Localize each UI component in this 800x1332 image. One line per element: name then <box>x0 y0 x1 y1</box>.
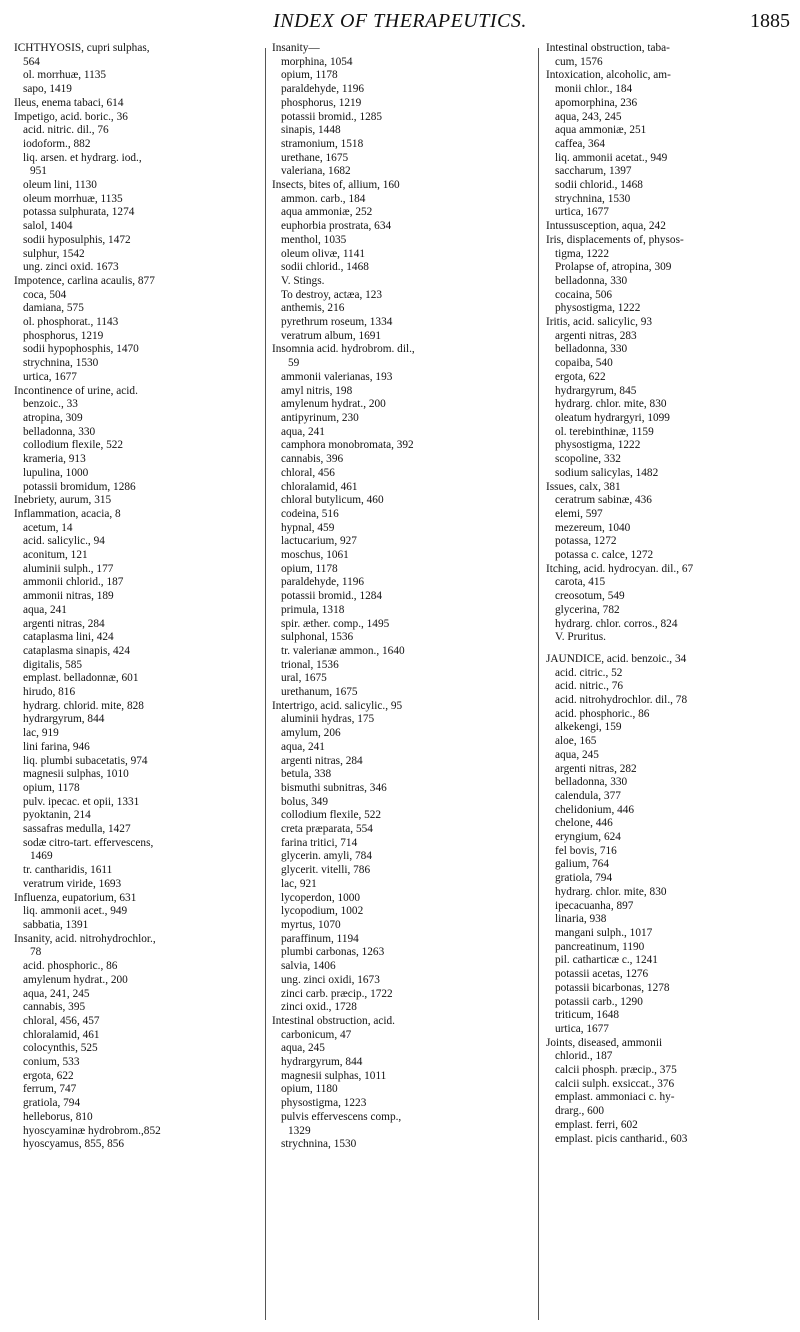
index-entry-line: physostigma, 1223 <box>281 1097 367 1110</box>
index-entry-line: magnesii sulphas, 1011 <box>281 1069 387 1082</box>
index-entry-line: potassii bromid., 1285 <box>281 110 383 123</box>
index-entry-line: strychnina, 1530 <box>281 1138 357 1151</box>
index-entry-line: pulvis effervescens comp., <box>281 1110 402 1123</box>
index-entry-line: argenti nitras, 284 <box>23 617 105 630</box>
index-entry-line: chloralamid, 461 <box>23 1028 100 1041</box>
index-entry-line: 564 <box>23 55 40 68</box>
index-entry-line: valeriana, 1682 <box>281 165 351 178</box>
index-entry-line: potassa, 1272 <box>555 535 617 548</box>
index-entry-line: argenti nitras, 284 <box>281 754 363 767</box>
index-entry-line: pyoktanin, 214 <box>23 809 91 822</box>
index-entry-heading: Insects, bites of, allium, 160 <box>272 179 400 192</box>
index-entry-line: cocaina, 506 <box>555 288 613 301</box>
index-entry-line: urtica, 1677 <box>555 206 609 219</box>
index-entry-line: potassii carb., 1290 <box>555 995 643 1008</box>
index-entry-line: aqua, 241 <box>281 740 325 753</box>
index-entry-line: paraldehyde, 1196 <box>281 576 365 589</box>
index-entry-line: acid. salicylic., 94 <box>23 535 105 548</box>
index-entry-line: gratiola, 794 <box>555 872 613 885</box>
index-entry-line: ammon. carb., 184 <box>281 192 366 205</box>
section-gap <box>546 645 794 653</box>
index-entry-line: acid. phosphoric., 86 <box>23 960 118 973</box>
index-column-2 <box>266 42 526 1322</box>
index-entry-heading: Inflammation, acacia, 8 <box>14 507 121 520</box>
index-entry-line: aqua, 245 <box>281 1042 325 1055</box>
index-entry-line: menthol, 1035 <box>281 233 347 246</box>
index-entry-line: hydrargyrum, 844 <box>281 1056 363 1069</box>
index-columns <box>0 42 800 1322</box>
index-entry-line: veratrum album, 1691 <box>281 329 382 342</box>
index-entry-line: oleum morrhuæ, 1135 <box>23 192 123 205</box>
index-entry-line: aqua ammoniæ, 251 <box>555 124 647 137</box>
index-entry-line: zinci oxid., 1728 <box>281 1001 357 1014</box>
index-entry-line: triticum, 1648 <box>555 1009 620 1022</box>
index-entry-line: chelone, 446 <box>555 817 613 830</box>
index-entry-line: opium, 1180 <box>281 1083 338 1096</box>
index-entry-line: collodium flexile, 522 <box>23 439 124 452</box>
index-entry-line: veratrum viride, 1693 <box>23 877 122 890</box>
index-entry-line: mangani sulph., 1017 <box>555 927 653 939</box>
index-entry-line: antipyrinum, 230 <box>281 411 359 424</box>
index-entry-line: emplast. ferri, 602 <box>555 1118 638 1131</box>
index-entry-line: carbonicum, 47 <box>281 1028 352 1041</box>
index-entry-heading: Incontinence of urine, acid. <box>14 384 138 397</box>
index-entry-line: liq. plumbi subacetatis, 974 <box>23 754 148 767</box>
index-entry-line: opium, 1178 <box>23 781 80 794</box>
index-entry-line: ung. zinci oxid. 1673 <box>23 261 119 274</box>
index-entry-line: sodæ citro-tart. effervescens, <box>23 836 154 849</box>
index-entry-line: aqua, 241 <box>281 425 325 438</box>
index-entry-line: potassii bromidum, 1286 <box>23 480 136 493</box>
index-entry-line: hydrargyrum, 845 <box>555 384 637 397</box>
index-entry-line: amylum, 206 <box>281 727 341 740</box>
index-entry-line: ergota, 622 <box>555 370 606 383</box>
index-entry-line: hydrarg. chlor. mite, 830 <box>555 885 667 898</box>
index-entry-line: sassafras medulla, 1427 <box>23 823 131 836</box>
index-entry-line: calendula, 377 <box>555 789 621 802</box>
index-entry-line: 951 <box>30 165 47 178</box>
index-entry-line: To destroy, actæa, 123 <box>281 288 383 301</box>
index-entry-line: sulphonal, 1536 <box>281 631 354 644</box>
index-entry-line: mezereum, 1040 <box>555 521 631 534</box>
index-entry-line: sodii chlorid., 1468 <box>555 179 643 192</box>
index-entry-line: tr. cantharidis, 1611 <box>23 864 113 877</box>
index-entry-line: betula, 338 <box>281 768 332 781</box>
index-entry-line: urtica, 1677 <box>555 1022 609 1035</box>
index-entry-line: creosotum, 549 <box>555 590 625 603</box>
index-entry-line: sulphur, 1542 <box>23 247 85 260</box>
index-entry-line: aqua, 241 <box>23 603 67 616</box>
index-entry-line: 1469 <box>30 850 53 863</box>
index-entry-line: pulv. ipecac. et opii, 1331 <box>23 795 140 808</box>
index-entry-line: urethane, 1675 <box>281 151 349 164</box>
index-entry-heading: Ileus, enema tabaci, 614 <box>14 96 124 109</box>
index-entry-line: sabbatia, 1391 <box>23 919 89 931</box>
index-entry-line: aqua, 245 <box>555 748 599 761</box>
index-entry-line: primula, 1318 <box>281 603 345 616</box>
index-entry-line: stramonium, 1518 <box>281 137 364 150</box>
index-entry-line: cannabis, 395 <box>23 1001 86 1014</box>
index-entry-heading: Impetigo, acid. boric., 36 <box>14 110 128 123</box>
index-entry-heading: Iris, displacements of, physos- <box>546 233 684 246</box>
index-entry-line: helleborus, 810 <box>23 1110 93 1123</box>
index-entry-line: argenti nitras, 282 <box>555 762 637 775</box>
index-entry-line: linaria, 938 <box>555 913 607 926</box>
index-entry-line: acid. nitric., 76 <box>555 680 624 693</box>
index-entry-line: chloral, 456, 457 <box>23 1014 100 1027</box>
index-entry-line: caffea, 364 <box>555 137 605 150</box>
index-entry-line: emplast. picis cantharid., 603 <box>555 1132 688 1145</box>
index-entry-heading: Issues, calx, 381 <box>546 480 621 493</box>
index-entry-line: ceratrum sabinæ, 436 <box>555 494 652 507</box>
index-entry-line: gratiola, 794 <box>23 1097 81 1110</box>
index-entry-line: damiana, 575 <box>23 302 84 315</box>
index-entry-line: liq. ammonii acet., 949 <box>23 905 128 918</box>
index-entry-line: physostigma, 1222 <box>555 302 641 315</box>
index-entry-line: hyoscyamus, 855, 856 <box>23 1138 125 1151</box>
index-entry-line: amylenum hydrat., 200 <box>281 398 386 411</box>
index-entry-line: anthemis, 216 <box>281 302 345 315</box>
index-entry-line: fel bovis, 716 <box>555 844 617 857</box>
index-entry-line: copaiba, 540 <box>555 357 613 370</box>
index-entry-line: acid. nitrohydrochlor. dil., 78 <box>555 694 688 707</box>
index-entry-line: strychnina, 1530 <box>23 357 99 370</box>
index-entry-line: aloe, 165 <box>555 735 597 748</box>
index-entry-line: tigma, 1222 <box>555 247 609 260</box>
index-entry-line: acetum, 14 <box>23 521 73 534</box>
index-entry-line: bolus, 349 <box>281 795 329 808</box>
index-entry-line: lycopodium, 1002 <box>281 905 364 918</box>
index-entry-line: morphina, 1054 <box>281 55 353 68</box>
index-entry-line: pyrethrum roseum, 1334 <box>281 316 393 329</box>
index-entry-heading: Impotence, carlina acaulis, 877 <box>14 274 155 287</box>
index-entry-line: 78 <box>30 946 42 959</box>
index-entry-line: carota, 415 <box>555 576 606 589</box>
index-entry-line: monii chlor., 184 <box>555 83 633 96</box>
index-entry-heading: Insomnia acid. hydrobrom. dil., <box>272 343 415 356</box>
index-entry-line: elemi, 597 <box>555 507 603 520</box>
index-entry-line: 1329 <box>288 1124 311 1137</box>
index-entry-line: ural, 1675 <box>281 672 327 685</box>
index-entry-line: ergota, 622 <box>23 1069 74 1082</box>
index-entry-line: sodii chlorid., 1468 <box>281 261 369 274</box>
index-entry-line: farina tritici, 714 <box>281 836 358 849</box>
index-entry-line: acid. citric., 52 <box>555 666 623 679</box>
index-entry-line: V. Stings. <box>281 274 325 287</box>
index-entry-line: moschus, 1061 <box>281 549 349 562</box>
index-entry-line: chlorid., 187 <box>555 1050 613 1063</box>
index-entry-line: conium, 533 <box>23 1056 80 1069</box>
index-entry-heading: Intestinal obstruction, taba- <box>546 42 670 54</box>
index-entry-line: aqua ammoniæ, 252 <box>281 206 373 219</box>
index-entry-heading: Intertrigo, acid. salicylic., 95 <box>272 699 403 712</box>
index-entry-line: ammonii chlorid., 187 <box>23 576 124 589</box>
index-entry-line: ol. terebinthinæ, 1159 <box>555 425 654 438</box>
index-entry-line: alkekengi, 159 <box>555 721 622 734</box>
index-entry-line: liq. ammonii acetat., 949 <box>555 151 668 164</box>
index-entry-line: coca, 504 <box>23 288 67 301</box>
index-entry-line: potassii bicarbonas, 1278 <box>555 981 670 994</box>
index-entry-heading: Joints, diseased, ammonii <box>546 1036 663 1049</box>
index-entry-line: hydrarg. chlor. corros., 824 <box>555 617 678 630</box>
index-entry-line: sodii hyposulphis, 1472 <box>23 233 131 246</box>
index-entry-line: amylenum hydrat., 200 <box>23 973 128 986</box>
index-entry-line: lini farina, 946 <box>23 740 90 753</box>
index-entry-line: magnesii sulphas, 1010 <box>23 768 129 781</box>
index-entry-line: apomorphina, 236 <box>555 96 638 109</box>
index-entry-line: glycerin. amyli, 784 <box>281 850 372 863</box>
index-entry-line: pil. catharticæ c., 1241 <box>555 954 658 967</box>
index-entry-line: strychnina, 1530 <box>555 192 631 205</box>
index-entry-line: potassa c. calce, 1272 <box>555 549 654 562</box>
index-entry-line: sodium salicylas, 1482 <box>555 466 659 479</box>
index-entry-line: spir. æther. comp., 1495 <box>281 617 390 630</box>
index-entry-line: sodii hypophosphis, 1470 <box>23 343 139 356</box>
index-entry-line: phosphorus, 1219 <box>281 96 362 109</box>
index-entry-line: calcii phosph. præcip., 375 <box>555 1064 677 1077</box>
index-entry-line: paraldehyde, 1196 <box>281 83 365 96</box>
index-entry-line: potassii bromid., 1284 <box>281 590 383 603</box>
index-entry-line: drarg., 600 <box>555 1105 605 1118</box>
index-entry-line: belladonna, 330 <box>555 343 628 356</box>
index-entry-line: lac, 921 <box>281 877 317 890</box>
index-entry-line: hydrargyrum, 844 <box>23 713 105 726</box>
index-entry-line: belladonna, 330 <box>555 274 628 287</box>
index-entry-line: myrtus, 1070 <box>281 919 341 931</box>
index-entry-heading: Iritis, acid. salicylic, 93 <box>546 316 653 329</box>
index-entry-line: aluminii hydras, 175 <box>281 713 375 726</box>
index-entry-line: cataplasma lini, 424 <box>23 631 114 644</box>
index-entry-line: lactucarium, 927 <box>281 535 357 548</box>
index-entry-line: oleum lini, 1130 <box>23 179 97 192</box>
index-entry-line: urethanum, 1675 <box>281 686 358 699</box>
index-entry-line: physostigma, 1222 <box>555 439 641 452</box>
index-entry-heading: Itching, acid. hydrocyan. dil., 67 <box>546 562 694 575</box>
index-entry-line: acid. nitric. dil., 76 <box>23 124 109 137</box>
index-entry-line: saccharum, 1397 <box>555 165 632 178</box>
index-column-1 <box>8 42 266 1322</box>
index-entry-line: zinci carb. præcip., 1722 <box>281 987 393 1000</box>
index-column-3 <box>540 42 798 1322</box>
index-entry-line: glycerit. vitelli, 786 <box>281 864 371 877</box>
index-entry-line: potassa sulphurata, 1274 <box>23 206 135 219</box>
index-entry-line: V. Pruritus. <box>555 631 606 644</box>
index-entry-line: aconitum, 121 <box>23 549 88 562</box>
index-entry-line: codeina, 516 <box>281 507 339 520</box>
index-entry-line: camphora monobromata, 392 <box>281 439 414 452</box>
index-entry-line: sapo, 1419 <box>23 83 72 96</box>
index-entry-line: oleatum hydrargyri, 1099 <box>555 411 670 424</box>
index-entry-line: hyoscyaminæ hydrobrom.,852 <box>23 1124 161 1137</box>
index-entry-line: tr. valerianæ ammon., 1640 <box>281 644 405 657</box>
index-entry-line: potassii acetas, 1276 <box>555 968 649 981</box>
index-entry-line: paraffinum, 1194 <box>281 932 359 945</box>
index-entry-line: oleum olivæ, 1141 <box>281 247 365 260</box>
index-entry-line: plumbi carbonas, 1263 <box>281 946 385 959</box>
index-entry-line: eryngium, 624 <box>555 831 621 844</box>
index-entry-line: acid. phosphoric., 86 <box>555 707 650 720</box>
index-entry-line: emplast. belladonnæ, 601 <box>23 672 139 685</box>
index-entry-line: emplast. ammoniaci c. hy- <box>555 1091 675 1104</box>
index-entry-line: collodium flexile, 522 <box>281 809 382 822</box>
index-entry-line: lac, 919 <box>23 727 59 740</box>
index-entry-line: hirudo, 816 <box>23 686 76 699</box>
index-entry-heading: JAUNDICE, acid. benzoic., 34 <box>546 652 687 665</box>
index-entry-line: chloral butylicum, 460 <box>281 494 384 507</box>
index-entry-line: urtica, 1677 <box>23 370 77 383</box>
index-entry-line: aqua, 241, 245 <box>23 987 90 1000</box>
index-entry-line: glycerina, 782 <box>555 603 620 616</box>
index-entry-line: belladonna, 330 <box>23 425 96 438</box>
index-entry-line: atropina, 309 <box>23 411 83 424</box>
index-entry-line: aluminii sulph., 177 <box>23 562 114 575</box>
index-entry-line: hydrarg. chlor. mite, 830 <box>555 398 667 411</box>
index-entry-line: lupulina, 1000 <box>23 466 89 479</box>
index-entry-line: ferrum, 747 <box>23 1083 77 1096</box>
index-entry-line: chelidonium, 446 <box>555 803 635 816</box>
index-entry-heading: Inebriety, aurum, 315 <box>14 494 112 507</box>
index-entry-line: liq. arsen. et hydrarg. iod., <box>23 151 142 164</box>
index-entry-line: amyl nitris, 198 <box>281 384 353 397</box>
index-entry-line: ol. phosphorat., 1143 <box>23 316 119 329</box>
index-entry-line: digitalis, 585 <box>23 658 82 671</box>
index-entry-line: scopoline, 332 <box>555 453 621 466</box>
index-entry-line: lycoperdon, 1000 <box>281 891 361 904</box>
index-entry-line: cataplasma sinapis, 424 <box>23 644 130 657</box>
index-entry-line: trional, 1536 <box>281 658 339 671</box>
index-entry-line: opium, 1178 <box>281 562 338 575</box>
index-entry-line: hydrarg. chlorid. mite, 828 <box>23 699 144 712</box>
index-entry-line: calcii sulph. exsiccat., 376 <box>555 1077 675 1090</box>
index-entry-line: iodoform., 882 <box>23 137 91 150</box>
index-entry-line: opium, 1178 <box>281 69 338 82</box>
index-entry-line: cannabis, 396 <box>281 453 344 466</box>
index-entry-heading: Influenza, eupatorium, 631 <box>14 891 137 904</box>
index-entry-line: 59 <box>288 357 300 370</box>
index-entry-line: colocynthis, 525 <box>23 1042 98 1055</box>
index-entry-line: sinapis, 1448 <box>281 124 341 137</box>
index-entry-line: bismuthi subnitras, 346 <box>281 781 387 794</box>
page-header <box>6 10 794 36</box>
index-entry-heading: ICHTHYOSIS, cupri sulphas, <box>14 42 150 54</box>
index-entry-line: ipecacuanha, 897 <box>555 899 634 912</box>
index-entry-line: ung. zinci oxidi, 1673 <box>281 973 380 986</box>
index-entry-line: argenti nitras, 283 <box>555 329 637 342</box>
index-entry-line: benzoic., 33 <box>23 398 78 411</box>
index-entry-line: phosphorus, 1219 <box>23 329 104 342</box>
index-entry-line: ol. morrhuæ, 1135 <box>23 69 107 82</box>
index-entry-heading: Intoxication, alcoholic, am- <box>546 69 671 82</box>
index-entry-line: chloral, 456 <box>281 466 335 479</box>
index-entry-line: salol, 1404 <box>23 220 73 233</box>
index-entry-line: chloralamid, 461 <box>281 480 358 493</box>
index-entry-line: hypnal, 459 <box>281 521 335 534</box>
index-entry-line: aqua, 243, 245 <box>555 110 622 123</box>
index-entry-line: pancreatinum, 1190 <box>555 940 645 953</box>
page-number: 1885 <box>750 10 790 32</box>
index-entry-line: ammonii valerianas, 193 <box>281 370 393 383</box>
index-entry-heading: Insanity— <box>272 42 320 54</box>
index-entry-line: ammonii nitras, 189 <box>23 590 114 603</box>
index-entry-heading: Insanity, acid. nitrohydrochlor., <box>14 932 156 945</box>
index-entry-heading: Intestinal obstruction, acid. <box>272 1014 395 1027</box>
index-entry-line: Prolapse of, atropina, 309 <box>555 261 672 274</box>
index-entry-line: salvia, 1406 <box>281 960 336 973</box>
index-entry-heading: Intussusception, aqua, 242 <box>546 220 666 233</box>
index-entry-line: euphorbia prostrata, 634 <box>281 220 392 233</box>
index-entry-line: belladonna, 330 <box>555 776 628 789</box>
index-entry-line: cum, 1576 <box>555 55 603 68</box>
running-title: INDEX OF THERAPEUTICS. <box>273 10 527 32</box>
index-entry-line: krameria, 913 <box>23 453 86 466</box>
index-entry-line: galium, 764 <box>555 858 609 871</box>
index-entry-line: creta præparata, 554 <box>281 823 373 836</box>
